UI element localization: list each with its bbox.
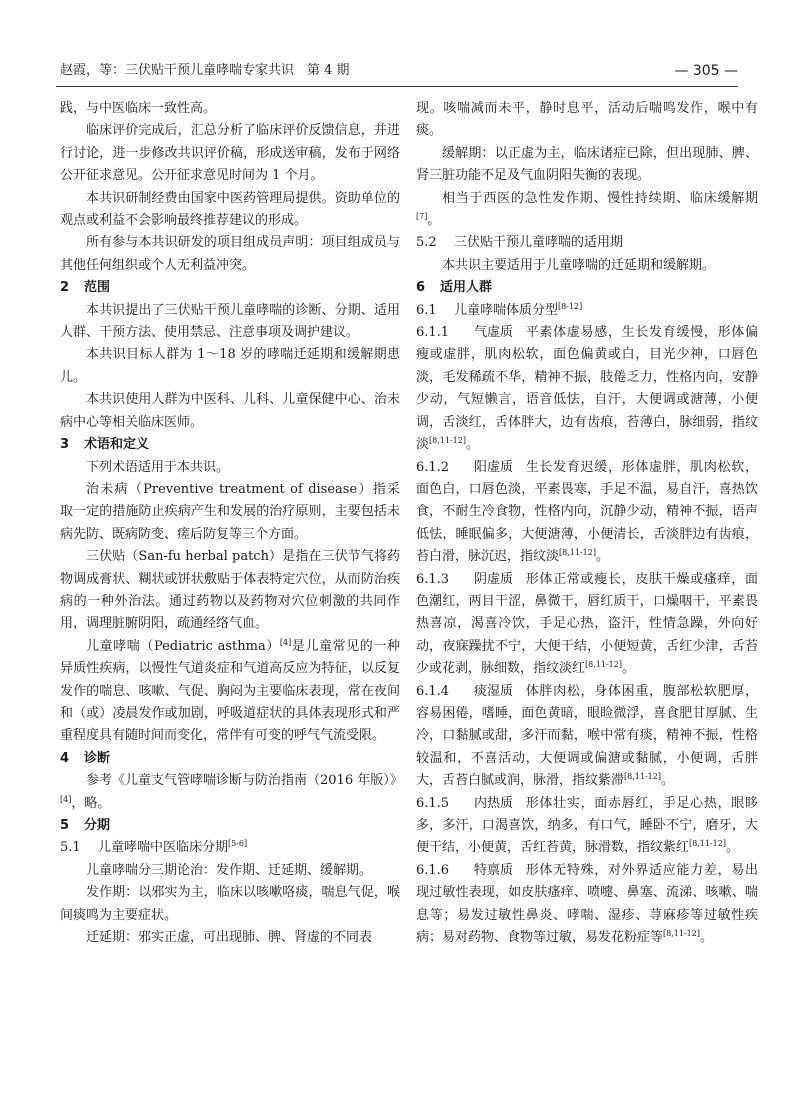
paragraph: 儿童哮喘分三期论治：发作期、迁延期、缓解期。	[86, 862, 373, 878]
section-title: 适用人群	[440, 280, 493, 296]
period: 。	[621, 661, 635, 677]
text: 相当于西医的急性发作期、慢性持续期、临床缓解期	[442, 190, 758, 206]
paragraph: 三伏贴（San-fu herbal patch）是指在三伏节气将药物调成膏状、糊状或饼状敷贴于体表特定穴位，从而防治疾病的一种外治法。通过药物以及药物对穴位刺激的共同作用，调理脏腑阴阳，疏通经络气血。	[60, 549, 400, 632]
subsection-heading	[60, 837, 400, 859]
paragraph: 本共识目标人群为 1～18 岁的哮喘迁延期和缓解期患儿。	[60, 347, 400, 385]
constitution-entry-internal-heat	[416, 793, 758, 860]
entry-number: 6.1.1	[416, 325, 450, 341]
citation: [4]	[60, 794, 72, 804]
citation: [8,11-12]	[689, 839, 726, 849]
section-heading-scope	[60, 277, 400, 299]
page-number: — 305 —	[674, 63, 738, 79]
citation: [8,11-12]	[559, 548, 596, 558]
section-number: 5	[60, 818, 70, 833]
entry-name: 特禀质	[474, 862, 514, 878]
left-column	[60, 98, 403, 949]
text: ，略。	[71, 795, 111, 811]
period: 。	[725, 840, 739, 856]
paragraph	[416, 188, 758, 233]
paragraph	[60, 770, 403, 815]
paragraph: 下列术语适用于本共识。	[86, 459, 230, 475]
section-number: 3	[60, 437, 70, 453]
entry-text: 体胖肉松，身体困重，腹部松软肥厚，容易困倦，嗜睡，面色黄暗，眼睑微浮，喜食肥甘厚腻、生冷，口黏腻或甜，多汗而黏，喉中常有痰，精神不振，性格较温和，不喜活动，大便调或偏溏或黏腻，小便调，舌胖大，舌苔白腻或润，脉滑，指纹紫滞	[416, 683, 758, 789]
section-heading-population	[416, 277, 758, 299]
period: 。	[660, 773, 674, 789]
entry-text: 形体无特殊，对外界适应能力差，易出现过敏性表现，如皮肤瘙痒、喷嚏、鼻塞、流涕、咳嗽、喘息等；易发过敏性鼻炎、哮喘、湿疹、荨麻疹等过敏性疾病；易对药物、食物等过敏，易发花粉症等	[416, 862, 758, 946]
paragraph: 践，与中医临床一致性高。	[60, 101, 217, 116]
paragraph: 本共识提出了三伏贴干预儿童哮喘的诊断、分期、适用人群、干预方法、使用禁忌、注意事项及调护建议。	[60, 302, 400, 341]
constitution-entry-yin-deficiency	[416, 569, 758, 681]
paragraph: 缓解期：以正虚为主，临床诸症已除，但出现肺、脾、肾三脏功能不足及气血阴阳失衡的表现。	[416, 145, 758, 184]
running-header	[56, 60, 738, 87]
right-column	[416, 98, 758, 949]
citation: [8,11-12]	[429, 436, 466, 446]
constitution-entry-special-endowment	[416, 860, 758, 950]
entry-name: 内热质	[474, 795, 514, 811]
period: 。	[595, 549, 609, 565]
text: 参考《儿童支气管哮喘诊断与防治指南（2016 年版）》	[86, 773, 403, 789]
subsection-heading	[416, 300, 758, 322]
citation: [7]	[416, 212, 428, 222]
entry-name: 阴虚质	[474, 571, 514, 587]
subsection-title: 三伏贴干预儿童哮喘的适用期	[454, 235, 624, 251]
entry-name: 阳虚质	[474, 459, 514, 475]
entry-number: 6.1.3	[416, 571, 450, 587]
subsection-title: 儿童哮喘体质分型	[454, 302, 559, 318]
citation: [8,11-12]	[585, 660, 622, 670]
subsection-number: 6.1	[416, 302, 437, 318]
paragraph	[60, 636, 400, 748]
entry-text: 平素体虚易感，生长发育缓慢，形体偏瘦或虚胖，肌肉松软，面色偏黄或白，目光少神，口唇色淡，毛发稀疏不华，精神不振，肢倦乏力，性格内向，安静少动，气短懒言，语音低怯，自汗，大便调或溏薄，小便调，舌淡红，舌体胖大，边有齿痕，苔薄白，脉细弱，指纹淡	[416, 325, 758, 453]
subsection-number: 5.1	[60, 840, 81, 856]
subsection-title: 儿童哮喘中医临床分期	[98, 840, 229, 856]
paragraph: 所有参与本共识研发的项目组成员声明：项目组成员与其他任何组织或个人无利益冲突。	[60, 235, 400, 273]
entry-number: 6.1.4	[416, 683, 450, 699]
paragraph: 本共识研制经费由国家中医药管理局提供。资助单位的观点或利益不会影响最终推荐建议的形成。	[60, 190, 400, 229]
section-number: 4	[60, 750, 70, 766]
section-title: 范围	[84, 280, 111, 296]
citation: [5-6]	[228, 839, 248, 849]
paragraph: 治未病（Preventive treatment of disease）指采取一定的措施防止疾病产生和发展的治疗原则，主要包括未病先防、既病防变、瘥后防复等三个方面。	[60, 481, 400, 542]
section-number: 2	[60, 280, 70, 296]
entry-number: 6.1.6	[416, 862, 450, 878]
constitution-entry-phlegm-dampness	[416, 681, 758, 793]
text: 。	[427, 213, 441, 229]
paragraph: 临床评价完成后，汇总分析了临床评价反馈信息，并进行讨论，进一步修改共识评价稿，形成送审稿，发布于网络公开征求意见。公开征求意见时间为 1 个月。	[60, 123, 400, 184]
text: 是儿童常见的一种异质性疾病，以慢性气道炎症和气道高反应为特征，以反复发作的喘息、咳嗽、气促、胸闷为主要临床表现，常在夜间和（或）凌晨发作或加剧，呼吸道症状的具体表现形式和严重程度具有随时间而变化，常伴有可变的呼气气流受限。	[60, 638, 400, 744]
constitution-entry-qi-deficiency	[416, 322, 758, 456]
period: 。	[465, 437, 479, 453]
section-heading-terms	[60, 434, 400, 456]
entry-name: 痰湿质	[474, 683, 514, 699]
entry-number: 6.1.2	[416, 459, 450, 475]
citation: [8,11-12]	[663, 929, 700, 939]
entry-number: 6.1.5	[416, 795, 450, 811]
section-title: 术语和定义	[84, 437, 150, 453]
entry-text: 生长发育迟缓，形体虚胖，肌肉松软，面色白，口唇色淡，平素畏寒，手足不温，易自汗，喜热饮食，不耐生冷食物，性格内向，沉静少动，精神不振，语声低怯，睡眠偏多，大便溏薄，小便清长，舌淡胖边有齿痕，苔白滑，脉沉迟，指纹淡	[416, 459, 758, 565]
paragraph: 现。咳喘减而未平，静时息平，活动后喘鸣发作，喉中有痰。	[416, 101, 758, 139]
section-title: 分期	[84, 818, 111, 833]
constitution-entry-yang-deficiency	[416, 457, 758, 569]
entry-name: 气虚质	[474, 325, 514, 341]
text: 儿童哮喘（Pediatric asthma）	[86, 638, 280, 654]
citation: [8-12]	[558, 301, 583, 311]
paragraph: 迁延期：邪实正虚，可出现肺、脾、肾虚的不同表	[86, 930, 373, 946]
paragraph: 本共识主要适用于儿童哮喘的迁延期和缓解期。	[442, 257, 716, 273]
section-heading-staging	[60, 815, 400, 837]
citation: [4]	[279, 637, 292, 647]
section-heading-diagnosis	[60, 748, 400, 770]
citation: [8,11-12]	[624, 772, 661, 782]
section-title: 诊断	[84, 750, 111, 766]
paragraph: 发作期：以邪实为主，临床以咳嗽咯痰，喘息气促，喉间痰鸣为主要症状。	[60, 885, 400, 923]
subsection-number: 5.2	[416, 235, 437, 251]
period: 。	[699, 930, 713, 946]
running-title: 赵霞，等：三伏贴干预儿童哮喘专家共识 第 4 期	[60, 63, 350, 78]
entry-text: 形体壮实，面赤唇红，手足心热，眼眵多，多汗，口渴喜饮，纳多，有口气，睡卧不宁，磨牙，大便干结，小便黄，舌红苔黄，脉滑数，指纹紫红	[416, 795, 758, 856]
section-number: 6	[416, 280, 426, 296]
paragraph: 本共识使用人群为中医科、儿科、儿童保健中心、治未病中心等相关临床医师。	[60, 392, 400, 430]
entry-text: 形体正常或瘦长，皮肤干燥或瘙痒，面色潮红，两目干涩，鼻微干，唇红质干，口燥咽干，平素畏热喜凉，渴喜冷饮，手足心热，盗汗，性情急躁，外向好动，夜寐躁扰不宁，大便干结，小便短黄，舌红少津，舌苔少或花剥，脉细数，指纹淡红	[416, 571, 758, 677]
subsection-heading	[416, 232, 758, 254]
